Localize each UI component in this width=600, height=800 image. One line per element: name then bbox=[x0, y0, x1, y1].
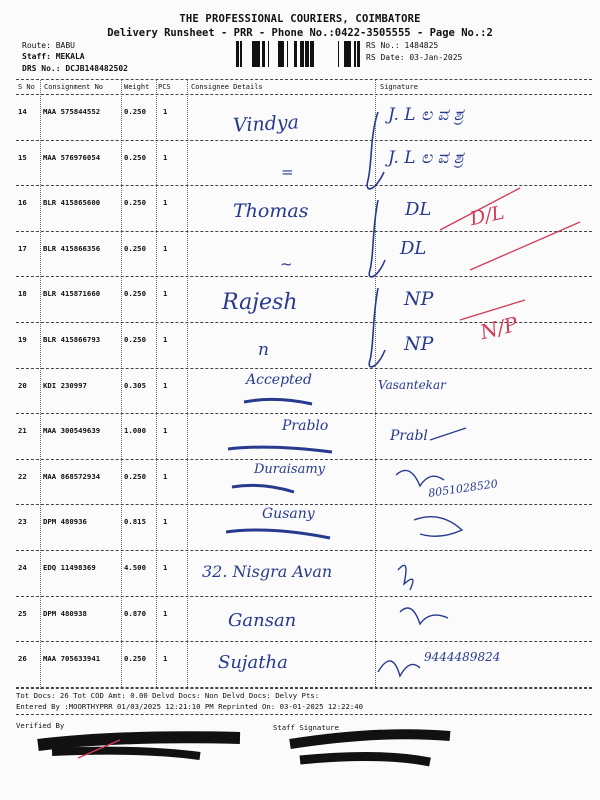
row-consignment: MAA 575844552 bbox=[43, 107, 101, 116]
red-strike bbox=[470, 222, 580, 270]
row-pcs: 1 bbox=[163, 563, 168, 572]
runsheet-subtitle: Delivery Runsheet - PRR - Phone No.:0422-3505555 - Page No.:2 bbox=[107, 27, 493, 39]
signature-stroke bbox=[414, 517, 462, 537]
row-weight: 1.000 bbox=[124, 426, 146, 436]
signature-stroke bbox=[398, 565, 413, 590]
row-pcs: 1 bbox=[163, 471, 168, 481]
col-header-signature: Signature bbox=[380, 83, 418, 91]
row-sno: 25 bbox=[18, 608, 27, 618]
row-sno: 21 bbox=[18, 426, 27, 436]
row-weight: 0.250 bbox=[124, 654, 146, 664]
redaction-mark bbox=[290, 734, 450, 744]
entered-line: Entered By :MOORTHYPRR 01/03/2025 12:21:10 PM Reprinted On: 03-01-2025 12:22:40 bbox=[16, 702, 364, 711]
redaction-mark bbox=[52, 751, 200, 756]
row-weight: 0.305 bbox=[124, 380, 146, 390]
verified-by-label: Verified By bbox=[16, 721, 65, 730]
consignee-handwriting: Thomas bbox=[233, 200, 309, 222]
row-consignment: DPM 480936 bbox=[43, 517, 87, 527]
row-consignment: BLR 415871660 bbox=[43, 289, 101, 299]
row-weight: 0.250 bbox=[124, 107, 146, 116]
col-header-pcs: PCS bbox=[158, 83, 171, 91]
scribble bbox=[244, 399, 312, 404]
row-sno: 26 bbox=[18, 654, 27, 664]
signature-stroke bbox=[378, 661, 420, 676]
consignee-handwriting: 32. Nisgra Avan bbox=[202, 562, 333, 581]
consignee-handwriting: Prablo bbox=[282, 418, 329, 434]
signature-stroke bbox=[369, 288, 385, 367]
row-consignment: BLR 415866356 bbox=[43, 243, 101, 253]
consignee-handwriting: Accepted bbox=[246, 372, 312, 388]
signature-handwriting: NP bbox=[404, 288, 434, 310]
row-consignment: KDI 230997 bbox=[43, 380, 87, 390]
row-sno: 22 bbox=[18, 471, 27, 481]
row-sno: 17 bbox=[18, 243, 27, 253]
signature-handwriting: DL bbox=[400, 238, 427, 259]
redaction-mark bbox=[300, 756, 430, 762]
drs-number: DRS No.: DCJB148482502 bbox=[22, 64, 128, 73]
signature-stroke bbox=[367, 112, 384, 189]
signature-handwriting: DL bbox=[405, 199, 432, 220]
row-weight: 0.250 bbox=[124, 289, 146, 299]
row-pcs: 1 bbox=[163, 426, 168, 436]
footer-rule bbox=[16, 714, 592, 715]
row-consignment: MAA 576976054 bbox=[43, 152, 101, 162]
row-consignment: BLR 415865600 bbox=[43, 198, 101, 208]
totals-line: Tot Docs: 26 Tot COD Amt: 0.00 Delvd Docs: Non Delvd Docs: Delvy Pts: bbox=[16, 691, 320, 700]
consignee-handwriting: Vindya bbox=[232, 111, 300, 137]
signature-handwriting: Vasantekar bbox=[378, 378, 446, 392]
row-sno: 20 bbox=[18, 380, 27, 390]
col-header-sno: S No bbox=[18, 83, 35, 91]
redaction-mark bbox=[38, 737, 240, 745]
row-weight: 0.250 bbox=[124, 335, 146, 344]
row-consignment: EDQ 11498369 bbox=[43, 563, 96, 572]
signature-handwriting: J. L ಲ ವ ಶ್ರ bbox=[388, 105, 464, 125]
consignee-handwriting: Gusany bbox=[262, 506, 315, 522]
col-header-consignment: Consignment No bbox=[44, 83, 104, 91]
row-weight: 0.250 bbox=[124, 243, 146, 253]
row-sno: 16 bbox=[18, 198, 27, 208]
row-sno: 23 bbox=[18, 517, 27, 527]
signature-stroke bbox=[369, 200, 385, 277]
row-weight: 0.815 bbox=[124, 517, 146, 527]
company-name: THE PROFESSIONAL COURIERS, COIMBATORE bbox=[179, 13, 421, 25]
row-consignment: MAA 300549639 bbox=[43, 426, 101, 436]
signature-handwriting: J. L ಲ ವ ಶ್ರ bbox=[388, 148, 464, 168]
row-sno: 14 bbox=[18, 107, 27, 116]
signature-stroke bbox=[430, 428, 466, 440]
row-pcs: 1 bbox=[163, 608, 168, 618]
scribble bbox=[226, 530, 330, 538]
row-weight: 0.250 bbox=[124, 152, 146, 162]
footer-rule bbox=[16, 688, 592, 689]
row-weight: 0.250 bbox=[124, 198, 146, 208]
consignee-handwriting: Duraisamy bbox=[254, 462, 326, 477]
row-consignment: DPM 480938 bbox=[43, 608, 87, 618]
signature-stroke bbox=[400, 608, 448, 624]
row-sno: 24 bbox=[18, 563, 27, 572]
row-pcs: 1 bbox=[163, 243, 168, 253]
signature-stroke bbox=[396, 470, 444, 486]
row-sno: 15 bbox=[18, 152, 27, 162]
scribble bbox=[232, 485, 294, 492]
row-consignment: MAA 868572934 bbox=[43, 471, 101, 481]
row-weight: 4.500 bbox=[124, 563, 146, 572]
rs-date: RS Date: 03-Jan-2025 bbox=[366, 53, 463, 62]
row-pcs: 1 bbox=[163, 152, 168, 162]
consignee-handwriting: ~ bbox=[280, 255, 293, 273]
row-pcs: 1 bbox=[163, 654, 168, 664]
red-remark: N/P bbox=[477, 311, 521, 345]
row-pcs: 1 bbox=[163, 198, 168, 208]
col-header-consignee: Consignee Details bbox=[191, 83, 263, 91]
row-pcs: 1 bbox=[163, 335, 168, 344]
row-consignment: BLR 415866793 bbox=[43, 335, 101, 344]
row-sno: 18 bbox=[18, 289, 27, 299]
signature-handwriting: NP bbox=[404, 333, 434, 355]
staff-label: Staff: MEKALA bbox=[22, 52, 85, 61]
consignee-handwriting: Rajesh bbox=[222, 290, 298, 315]
col-header-weight: Weight bbox=[124, 83, 150, 91]
row-consignment: MAA 705633941 bbox=[43, 654, 101, 664]
row-pcs: 1 bbox=[163, 380, 168, 390]
signature-handwriting: 9444489824 bbox=[424, 650, 501, 664]
rs-number: RS No.: 1484825 bbox=[366, 41, 439, 50]
row-weight: 0.870 bbox=[124, 608, 146, 618]
row-weight: 0.250 bbox=[124, 471, 146, 481]
consignee-handwriting: n bbox=[258, 340, 269, 360]
consignee-handwriting: Gansan bbox=[228, 610, 297, 631]
red-remark: D/L bbox=[468, 201, 507, 231]
row-pcs: 1 bbox=[163, 107, 168, 116]
signature-handwriting: 8051028520 bbox=[427, 477, 499, 500]
consignee-handwriting: = bbox=[281, 163, 294, 181]
consignee-handwriting: Sujatha bbox=[218, 652, 288, 673]
row-sno: 19 bbox=[18, 335, 27, 344]
signature-handwriting: Prabl bbox=[390, 428, 428, 444]
staff-signature-label: Staff Signature bbox=[273, 723, 339, 732]
scribble bbox=[228, 447, 332, 452]
row-pcs: 1 bbox=[163, 289, 168, 299]
route-label: Route: BABU bbox=[22, 41, 75, 50]
row-pcs: 1 bbox=[163, 517, 168, 527]
